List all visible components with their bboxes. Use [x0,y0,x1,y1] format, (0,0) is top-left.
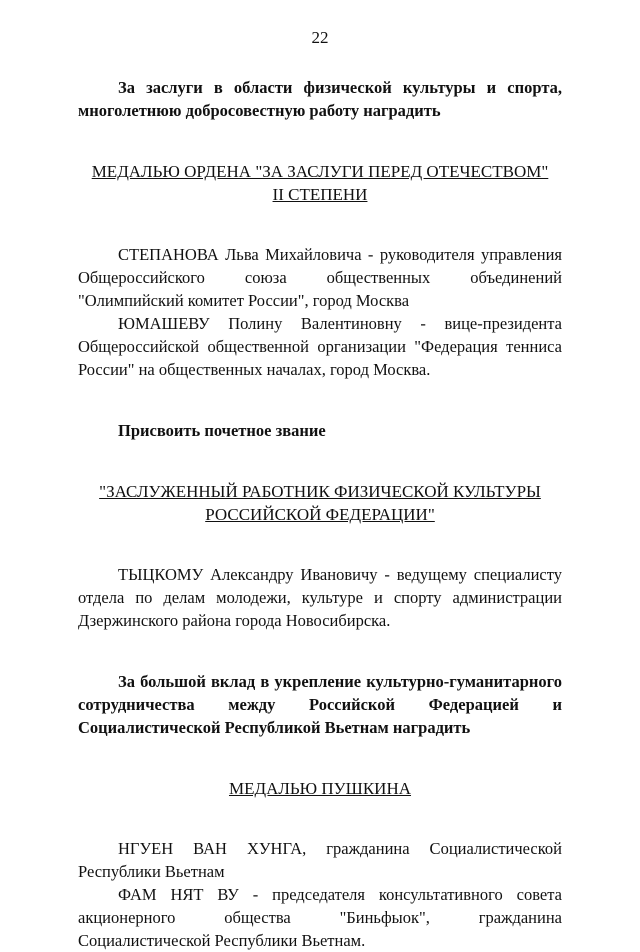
honorary-title: "ЗАСЛУЖЕННЫЙ РАБОТНИК ФИЗИЧЕСКОЙ КУЛЬТУРЫ [99,482,541,501]
recipient-entry: ФАМ НЯТ ВУ - председателя консультативного совета акционерного общества "Биньфыок", гражданина Социалистической Республики Вьетнам. [78,885,562,950]
award-intro: За заслуги в области физической культуры и спорта, многолетнюю добросовестную работу наградить [78,78,562,120]
award-title: МЕДАЛЬЮ ОРДЕНА "ЗА ЗАСЛУГИ ПЕРЕД ОТЕЧЕСТВОМ" [91,162,549,181]
honorary-title-line2: РОССИЙСКОЙ ФЕДЕРАЦИИ" [205,505,435,524]
award-title: МЕДАЛЬЮ ПУШКИНА [228,779,412,798]
recipient-entry: СТЕПАНОВА Льва Михайловича - руководителя управления Общероссийского союза общественных объединений "Олимпийский комитет России", город Москва [78,245,562,310]
award-intro: За большой вклад в укрепление культурно-гуманитарного сотрудничества между Российской Федерацией и Социалистической Республикой Вьетнам наградить [78,672,562,737]
recipient-entry: НГУЕН ВАН ХУНГА, гражданина Социалистической Республики Вьетнам [78,839,562,881]
award-title-degree: II СТЕПЕНИ [272,185,368,204]
document-body [78,76,562,952]
award-intro: Присвоить почетное звание [118,421,326,440]
recipient-entry: ТЫЦКОМУ Александру Ивановичу - ведущему специалисту отдела по делам молодежи, культуре и спорту администрации Дзержинского района города Новосибирска. [78,565,562,630]
recipient-entry: ЮМАШЕВУ Полину Валентиновну - вице-президента Общероссийской общественной организации "Федерация тенниса России" на общественных началах, город Москва. [78,314,562,379]
page-number: 22 [311,28,329,47]
